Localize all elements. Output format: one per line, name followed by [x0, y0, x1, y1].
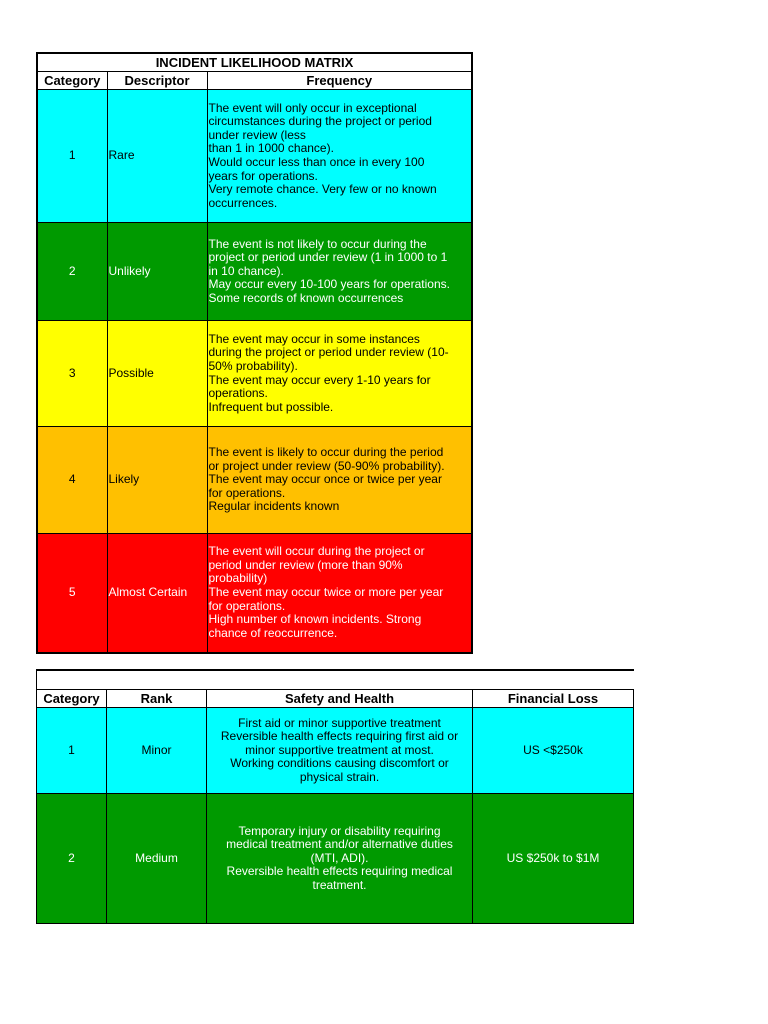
consequence-matrix-table	[36, 669, 634, 924]
frequency-cell: The event will occur during the project or period under review (more than 90% probability) The event may occur twice or more per year for operations. High number of known incidents. Strong chance of reoccurrence.	[207, 534, 472, 653]
category-cell: 3	[37, 321, 107, 427]
table-row	[37, 223, 472, 321]
category-cell: 4	[37, 427, 107, 534]
descriptor-cell: Possible	[107, 321, 207, 427]
frequency-cell: The event will only occur in exceptional circumstances during the project or period under review (less than 1 in 1000 chance). Would occur less than once in every 100 years for operations. Very remote chance. Very few or no known occurrences.	[207, 90, 472, 223]
safety-cell: First aid or minor supportive treatment Reversible health effects requiring first aid or minor supportive treatment at most. Working conditions causing discomfort or physical strain.	[207, 708, 473, 794]
descriptor-cell: Likely	[107, 427, 207, 534]
rank-cell: Medium	[107, 794, 207, 924]
header-safety-and-health: Safety and Health	[207, 690, 473, 708]
descriptor-cell: Rare	[107, 90, 207, 223]
frequency-cell: The event is not likely to occur during the project or period under review (1 in 1000 to 1 in 10 chance). May occur every 10-100 years for operations. Some records of known occurrences	[207, 223, 472, 321]
safety-cell: Temporary injury or disability requiring medical treatment and/or alternative duties (MTI, ADI). Reversible health effects requiring medical treatment.	[207, 794, 473, 924]
category-cell: 2	[37, 794, 107, 924]
frequency-cell: The event is likely to occur during the period or project under review (50-90% probability). The event may occur once or twice per year for operations. Regular incidents known	[207, 427, 472, 534]
table-row	[37, 90, 472, 223]
header-rank: Rank	[107, 690, 207, 708]
table-row	[37, 321, 472, 427]
header-frequency: Frequency	[207, 72, 472, 90]
table-row	[37, 427, 472, 534]
financial-cell: US $250k to $1M	[473, 794, 634, 924]
likelihood-matrix-table	[36, 52, 473, 654]
header-financial-loss: Financial Loss	[473, 690, 634, 708]
header-category: Category	[37, 690, 107, 708]
table-row	[37, 534, 472, 653]
rank-cell: Minor	[107, 708, 207, 794]
category-cell: 2	[37, 223, 107, 321]
table-row	[37, 794, 634, 924]
likelihood-matrix-title: INCIDENT LIKELIHOOD MATRIX	[37, 53, 472, 72]
table-row	[37, 708, 634, 794]
descriptor-cell: Almost Certain	[107, 534, 207, 653]
descriptor-cell: Unlikely	[107, 223, 207, 321]
consequence-title-row	[37, 670, 634, 690]
financial-cell: US <$250k	[473, 708, 634, 794]
header-category: Category	[37, 72, 107, 90]
header-descriptor: Descriptor	[107, 72, 207, 90]
frequency-cell: The event may occur in some instances during the project or period under review (10- 50% probability). The event may occur every 1-10 years for operations. Infrequent but possible.	[207, 321, 472, 427]
category-cell: 5	[37, 534, 107, 653]
category-cell: 1	[37, 708, 107, 794]
category-cell: 1	[37, 90, 107, 223]
